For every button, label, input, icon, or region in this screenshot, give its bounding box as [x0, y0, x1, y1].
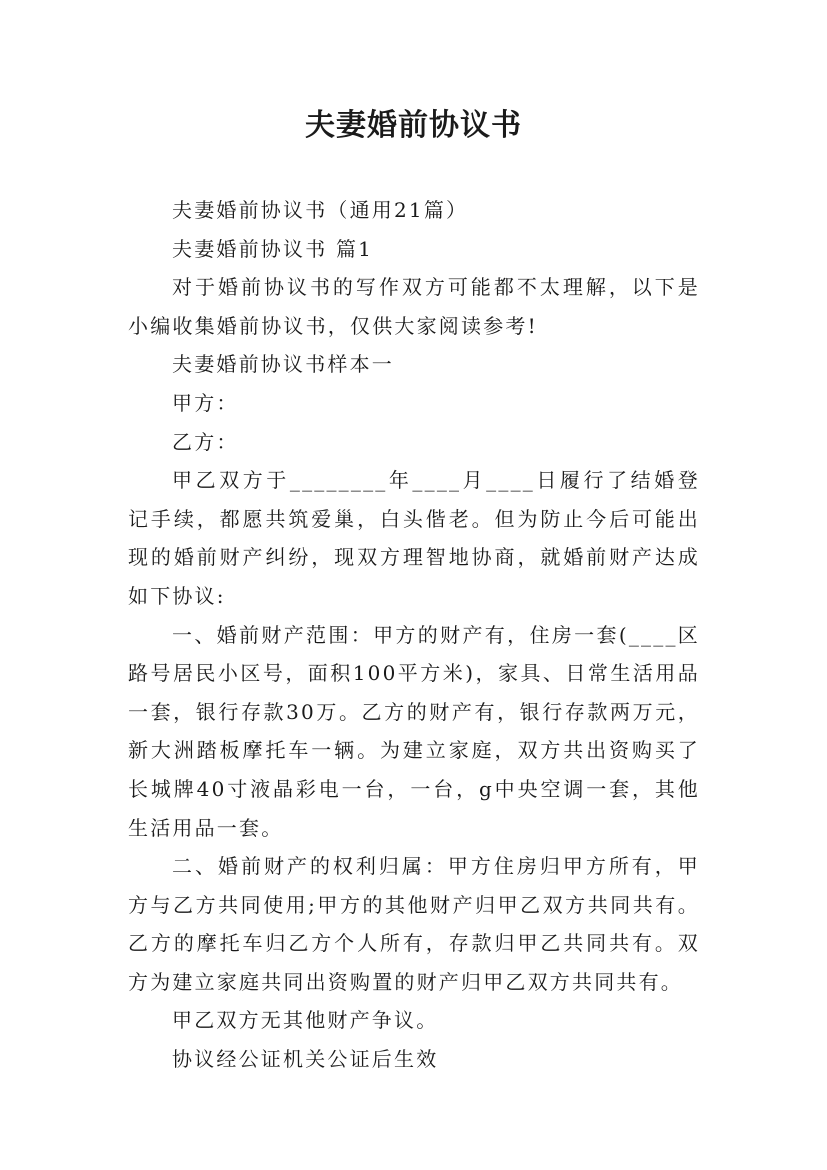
paragraph-party-a: 甲方：: [172, 390, 239, 415]
paragraph-no-dispute: 甲乙双方无其他财产争议。: [172, 1008, 439, 1033]
paragraph-party-b: 乙方：: [172, 429, 239, 454]
paragraph-intro: 对于婚前协议书的写作双方可能都不太理解，以下是小编收集婚前协议书，仅供大家阅读参考!: [128, 275, 700, 338]
paragraph-subtitle: 夫妻婚前协议书（通用21篇）: [172, 198, 469, 222]
paragraph-preamble: 甲乙双方于________年____月____日履行了结婚登记手续，都愿共筑爱巢，白头偕老。但为防止今后可能出现的婚前财产纠纷，现双方理智地协商，就婚前财产达成如下协议:: [128, 468, 700, 608]
document-title: 夫妻婚前协议书: [305, 108, 522, 143]
paragraph-effective: 协议经公证机关公证后生效: [172, 1047, 439, 1072]
paragraph-sample-title: 夫妻婚前协议书样本一: [172, 352, 394, 377]
paragraph-section-heading: 夫妻婚前协议书 篇1: [172, 236, 374, 261]
paragraph-clause-1: 一、婚前财产范围：甲方的财产有，住房一套(____区路号居民小区号，面积100平方米)，家具、日常生活用品一套，银行存款30万。乙方的财产有，银行存款两万元，新大洲踏板摩托车一辆。为建立家庭，双方共出资购买了长城牌40寸液晶彩电一台，一台，g中央空调一套，其他生活用品一套。: [128, 622, 700, 840]
paragraph-clause-2: 二、婚前财产的权利归属：甲方住房归甲方所有，甲方与乙方共同使用;甲方的其他财产归甲乙双方共同共有。乙方的摩托车归乙方个人所有，存款归甲乙共同共有。双方为建立家庭共同出资购置的财产归甲乙双方共同共有。: [128, 854, 700, 994]
document-body: [128, 191, 700, 1079]
